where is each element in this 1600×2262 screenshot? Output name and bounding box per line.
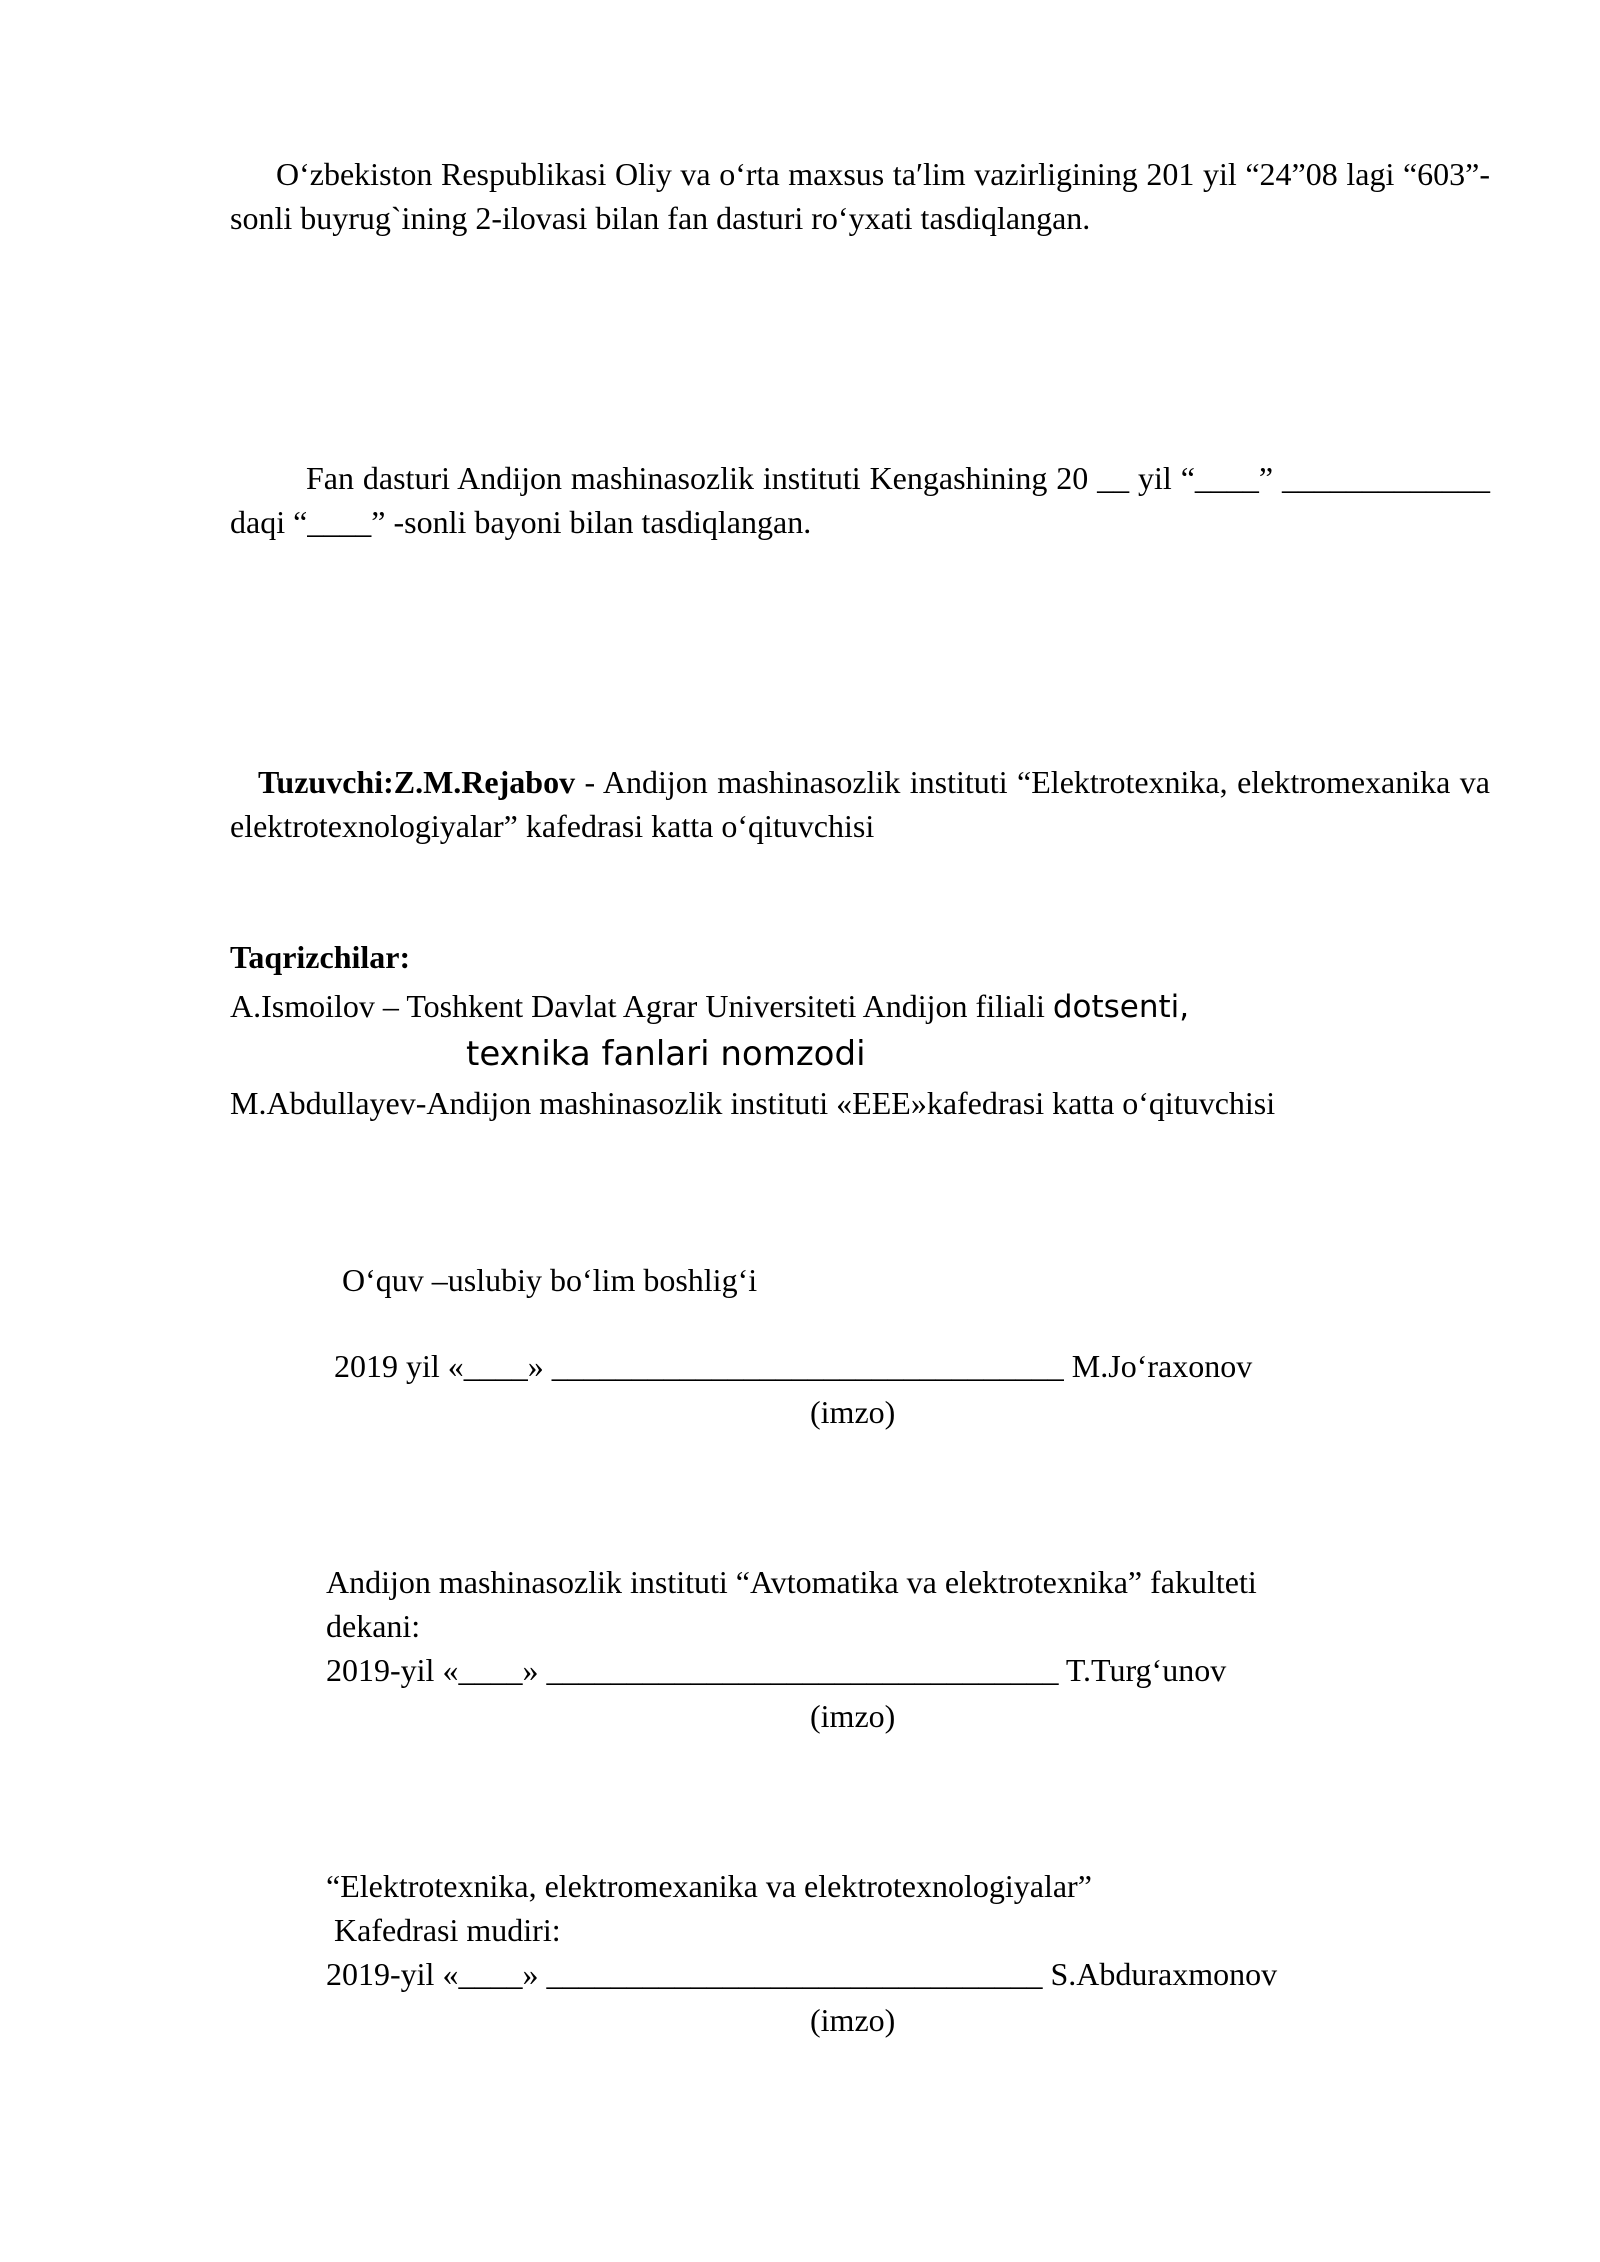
approval-2-signature-label: (imzo) [810,1698,896,1734]
compiler-text: - Andijon mashinasozlik instituti “Elektrotexnika, elektromexanika va elektrotexnologiyalar” kafedrasi katta o‘qituvchisi [230,764,1490,844]
approval-2-date-line: 2019-yil «____» ________________________________ T.Turg‘unov [326,1652,1227,1688]
compiler-label: Tuzuvchi:Z.M.Rejabov [258,764,576,800]
approval-2-title-line2: dekani: [326,1608,421,1644]
approval-3-signature-label: (imzo) [810,2002,896,2038]
approval-3-title-line2: Kafedrasi mudiri: [326,1912,561,1948]
approval-2-title-line1: Andijon mashinasozlik instituti “Avtomatika va elektrotexnika” fakulteti [326,1564,1257,1600]
approval-3-date-line: 2019-yil «____» _______________________________ S.Abduraxmonov [326,1956,1278,1992]
reviewer-1-degree: texnika fanlari nomzodi [466,1034,866,1074]
reviewer-1-title: dotsenti, [1052,989,1190,1025]
compiler-paragraph [230,760,1490,848]
decree-text: O‘zbekiston Respublikasi Oliy va o‘rta maxsus taʹlim vazirligining 201 yil “24”08 lagi “603”-sonli buyrug`ining 2-ilovasi bilan fan dasturi ro‘yxati tasdiqlangan. [230,156,1490,236]
reviewer-1-text: A.Ismoilov – Toshkent Davlat Agrar Universiteti Andijon filiali [230,988,1053,1024]
reviewer-2: M.Abdullayev-Andijon mashinasozlik instituti «EEE»kafedrasi katta o‘qituvchisi [230,1085,1276,1121]
council-paragraph [230,456,1490,544]
approval-3-title-line1: “Elektrotexnika, elektromexanika va elektrotexnologiyalar” [326,1868,1092,1904]
decree-paragraph [230,152,1490,240]
approval-1-title: O‘quv –uslubiy bo‘lim boshlig‘i [342,1262,758,1298]
council-text: Fan dasturi Andijon mashinasozlik instituti Kengashining 20 __ yil “____” _____________ daqi “____” -sonli bayoni bilan tasdiqlangan. [230,460,1490,540]
reviewers-heading: Taqrizchilar: [230,939,411,975]
approval-1-date-line: 2019 yil «____» ________________________________ M.Jo‘raxonov [334,1348,1253,1384]
reviewer-1 [230,984,1189,1029]
approval-1-signature-label: (imzo) [810,1394,896,1430]
